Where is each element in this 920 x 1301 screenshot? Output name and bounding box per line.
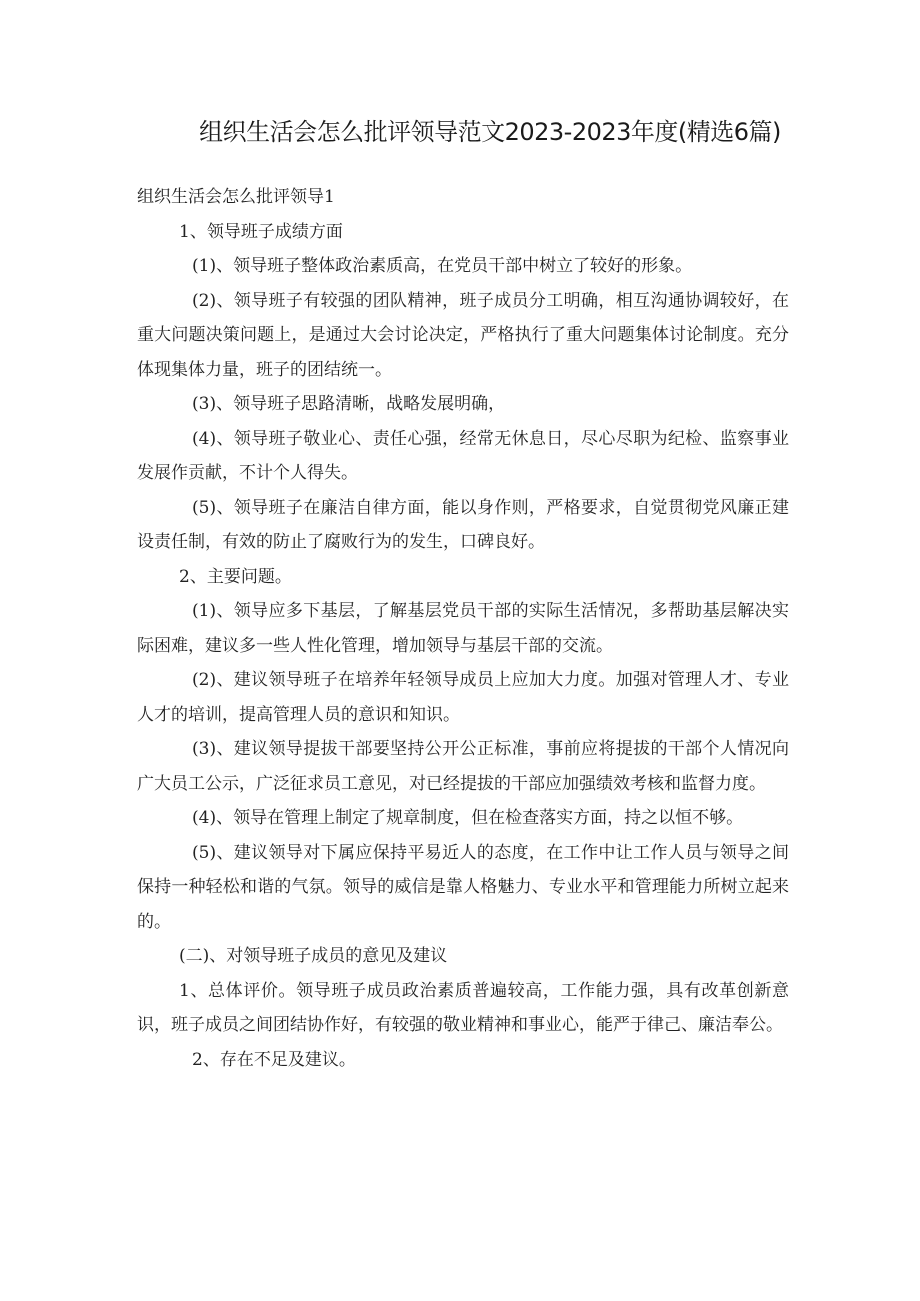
paragraph: (4)、领导在管理上制定了规章制度，但在检查落实方面，持之以恒不够。 [192,808,744,828]
paragraph: (3)、领导班子思路清晰，战略发展明确， [192,394,506,414]
paragraph: (3)、建议领导提拔干部要坚持公开公正标准，事前应将提拔的干部个人情况向广大员工公示，广泛征求员工意见，对已经提拔的干部应加强绩效考核和监督力度。 [137,739,789,794]
paragraph: (2)、建议领导班子在培养年轻领导成员上应加大力度。加强对管理人才、专业人才的培训，提高管理人员的意识和知识。 [137,670,789,725]
paragraph: (二)、对领导班子成员的意见及建议 [179,946,448,966]
paragraph: (2)、领导班子有较强的团队精神，班子成员分工明确，相互沟通协调较好，在重大问题决策问题上，是通过大会讨论决定，严格执行了重大问题集体讨论制度。充分体现集体力量，班子的团结统一。 [137,290,789,380]
paragraph: (4)、领导班子敬业心、责任心强，经常无休息日，尽心尽职为纪检、监察事业发展作贡献，不计个人得失。 [137,428,789,483]
document-title: 组织生活会怎么批评领导范文2023-2023年度(精选6篇) [199,118,781,146]
paragraph: 2、主要问题。 [179,566,292,587]
paragraph: (5)、领导班子在廉洁自律方面，能以身作则，严格要求，自觉贯彻党风廉正建设责任制，有效的防止了腐败行为的发生，口碑良好。 [137,497,789,552]
paragraph: (1)、领导班子整体政治素质高，在党员干部中树立了较好的形象。 [192,256,693,276]
paragraph: (1)、领导应多下基层，了解基层党员干部的实际生活情况，多帮助基层解决实际困难，建议多一些人性化管理，增加领导与基层干部的交流。 [137,601,789,656]
document-body [137,180,789,1077]
section-heading: 组织生活会怎么批评领导1 [137,187,335,207]
paragraph: 1、总体评价。领导班子成员政治素质普遍较高，工作能力强，具有改革创新意识，班子成员之间团结协作好，有较强的敬业精神和事业心，能严于律己、廉洁奉公。 [137,980,789,1035]
paragraph: (5)、建议领导对下属应保持平易近人的态度，在工作中让工作人员与领导之间保持一种轻松和谐的气氛。领导的威信是靠人格魅力、专业水平和管理能力所树立起来的。 [137,842,789,932]
paragraph: 2、存在不足及建议。 [192,1049,356,1070]
paragraph: 1、领导班子成绩方面 [179,221,343,242]
